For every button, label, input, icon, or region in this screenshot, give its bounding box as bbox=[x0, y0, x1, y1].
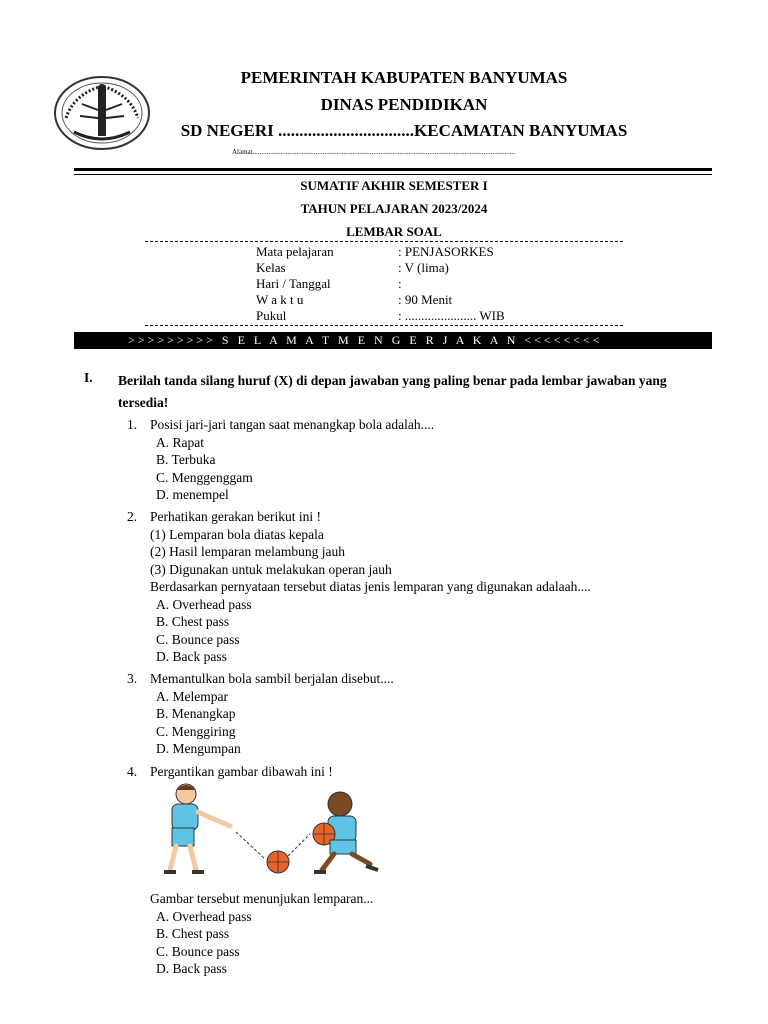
info-row-date bbox=[256, 276, 505, 292]
info-value: : bbox=[398, 276, 402, 291]
question-2 bbox=[127, 508, 591, 666]
question-1 bbox=[127, 416, 434, 504]
good-luck-banner: >>>>>>>>> S E L A M A T M E N G E R J A K A N <<<<<<<< bbox=[74, 332, 712, 349]
dashed-divider-top bbox=[145, 241, 623, 242]
question-number: 2. bbox=[127, 509, 138, 524]
answer-option: C. Bounce pass bbox=[156, 943, 240, 959]
academic-year: TAHUN PELAJARAN 2023/2024 bbox=[300, 201, 488, 216]
answer-option: B. Chest pass bbox=[156, 926, 230, 941]
answer-option: A. Rapat bbox=[156, 434, 204, 450]
info-row-time bbox=[256, 308, 505, 324]
info-label: W a k t u bbox=[256, 292, 304, 307]
bounce-pass-illustration bbox=[160, 782, 408, 882]
question-number: 1. bbox=[127, 417, 138, 432]
question-prompt: Berdasarkan pernyataan tersebut diatas jenis lemparan yang digunakan adalaah.... bbox=[150, 579, 591, 594]
answer-option: C. Menggenggam bbox=[156, 469, 253, 485]
header-divider-thick bbox=[74, 168, 712, 171]
header-government-name: PEMERINTAH KABUPATEN BANYUMAS bbox=[240, 68, 568, 87]
info-value: : ...................... WIB bbox=[398, 308, 505, 323]
question-4-answers bbox=[127, 890, 373, 978]
statement: (2) Hasil lemparan melambung jauh bbox=[150, 544, 345, 559]
info-value: : 90 Menit bbox=[398, 292, 453, 307]
dashed-divider-bottom bbox=[145, 325, 623, 326]
question-text: Posisi jari-jari tangan saat menangkap bola adalah.... bbox=[150, 417, 435, 432]
info-row-class bbox=[256, 260, 505, 276]
answer-option: D. Back pass bbox=[156, 649, 227, 664]
info-value: : PENJASORKES bbox=[398, 244, 494, 259]
exam-info-table bbox=[256, 244, 505, 324]
info-row-subject bbox=[256, 244, 505, 260]
answer-option: A. Overhead pass bbox=[156, 596, 252, 612]
question-number: 3. bbox=[127, 671, 138, 686]
info-label: Kelas bbox=[256, 260, 286, 275]
header-agency-name: DINAS PENDIDIKAN bbox=[320, 95, 488, 114]
question-text: Pergantikan gambar dibawah ini ! bbox=[150, 764, 333, 779]
info-value: : V (lima) bbox=[398, 260, 449, 275]
exam-title: SUMATIF AKHIR SEMESTER I bbox=[300, 178, 488, 193]
question-prompt: Gambar tersebut menunjukan lemparan... bbox=[150, 891, 374, 906]
section-number: I. bbox=[84, 370, 93, 385]
answer-option: B. Terbuka bbox=[156, 452, 216, 467]
header-divider-thin bbox=[74, 174, 712, 175]
answer-option: D. menempel bbox=[156, 487, 229, 502]
answer-option: A. Overhead pass bbox=[156, 908, 252, 924]
answer-option: B. Chest pass bbox=[156, 614, 230, 629]
question-text: Memantulkan bola sambil berjalan disebut.... bbox=[150, 671, 394, 686]
answer-option: C. Menggiring bbox=[156, 723, 236, 739]
question-text: Perhatikan gerakan berikut ini ! bbox=[150, 509, 321, 524]
answer-option: A. Melempar bbox=[156, 688, 228, 704]
answer-option: D. Back pass bbox=[156, 961, 227, 976]
question-3 bbox=[127, 670, 394, 758]
info-label: Mata pelajaran bbox=[256, 244, 334, 259]
info-label: Pukul bbox=[256, 308, 287, 323]
answer-option: D. Mengumpan bbox=[156, 741, 241, 756]
sheet-title: LEMBAR SOAL bbox=[346, 224, 442, 239]
info-label: Hari / Tanggal bbox=[256, 276, 331, 291]
answer-option: B. Menangkap bbox=[156, 706, 236, 721]
answer-option: C. Bounce pass bbox=[156, 631, 240, 647]
section-instruction: Berilah tanda silang huruf (X) di depan jawaban yang paling benar pada lembar jawaban yang tersedia! bbox=[118, 373, 667, 410]
question-4 bbox=[127, 763, 333, 781]
statement: (3) Digunakan untuk melakukan operan jauh bbox=[150, 561, 392, 577]
header-address: Alamat...................................................................................................................................................... bbox=[232, 148, 516, 156]
statement: (1) Lemparan bola diatas kepala bbox=[150, 526, 324, 542]
header-school-name: SD NEGERI ................................KECAMATAN BANYUMAS bbox=[180, 121, 628, 140]
info-row-duration bbox=[256, 292, 505, 308]
question-number: 4. bbox=[127, 764, 138, 779]
